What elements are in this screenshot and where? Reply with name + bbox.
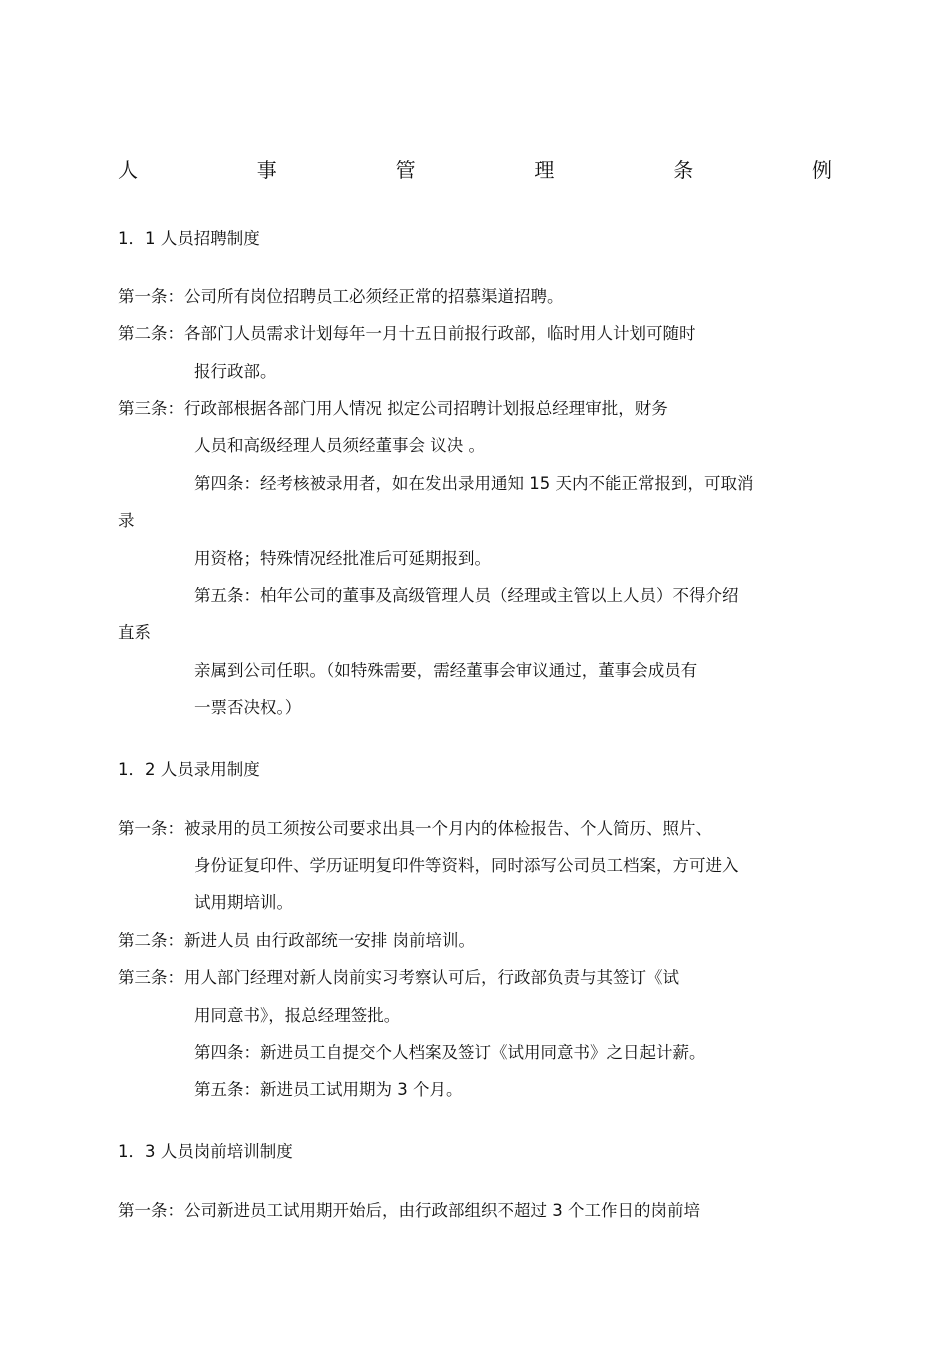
title-char: 事 [256, 158, 277, 182]
section-heading-1-2: 1．2 人员录用制度 [118, 760, 260, 779]
article-line: 报行政部。 [194, 362, 277, 381]
document-title [118, 157, 832, 183]
title-char: 管 [395, 158, 416, 182]
article-line: 用同意书》，报总经理签批。 [194, 1006, 401, 1025]
article-line: 身份证复印件、学历证明复印件等资料，同时添写公司员工档案，方可进入 [194, 856, 739, 875]
article-line: 第二条：新进人员 由行政部统一安排 岗前培训。 [118, 931, 475, 950]
article-line: 第四条：新进员工自提交个人档案及签订《试用同意书》之日起计薪。 [194, 1043, 706, 1062]
section-heading-1-3: 1．3 人员岗前培训制度 [118, 1142, 293, 1161]
article-line: 第一条：被录用的员工须按公司要求出具一个月内的体检报告、个人简历、照片、 [118, 819, 712, 838]
title-char: 人 [118, 158, 138, 182]
article-line: 第五条：新进员工试用期为 3 个月。 [194, 1080, 463, 1099]
article-line: 第三条：用人部门经理对新人岗前实习考察认可后，行政部负责与其签订《试 [118, 968, 679, 987]
article-line: 第二条：各部门人员需求计划每年一月十五日前报行政部，临时用人计划可随时 [118, 324, 696, 343]
article-line: 用资格；特殊情况经批准后可延期报到。 [194, 549, 491, 568]
article-line: 人员和高级经理人员须经董事会 议决 。 [194, 436, 485, 455]
title-char: 例 [811, 158, 832, 182]
article-line: 第一条：公司所有岗位招聘员工必须经正常的招慕渠道招聘。 [118, 287, 564, 306]
article-line: 录 [118, 511, 135, 530]
article-line: 第一条：公司新进员工试用期开始后，由行政部组织不超过 3 个工作日的岗前培 [118, 1201, 700, 1220]
section-heading-1-1: 1．1 人员招聘制度 [118, 229, 260, 248]
article-line: 第四条：经考核被录用者，如在发出录用通知 15 天内不能正常报到，可取消 [194, 474, 754, 493]
title-char: 理 [534, 158, 555, 182]
article-line: 直系 [118, 623, 151, 642]
article-line: 第五条：柏年公司的董事及高级管理人员（经理或主管以上人员）不得介绍 [194, 586, 739, 605]
article-line: 试用期培训。 [194, 893, 293, 912]
article-line: 第三条：行政部根据各部门用人情况 拟定公司招聘计划报总经理审批，财务 [118, 399, 668, 418]
title-char: 条 [673, 158, 694, 182]
article-line: 一票否决权。） [194, 698, 302, 717]
article-line: 亲属到公司任职。（如特殊需要，需经董事会审议通过，董事会成员有 [194, 661, 698, 680]
